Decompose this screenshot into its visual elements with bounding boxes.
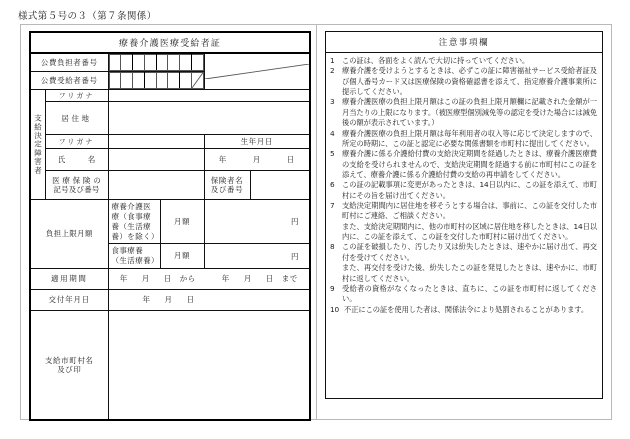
number-cell[interactable] [109,55,121,71]
number-cell-strike [191,73,203,89]
number-grid-burden [109,54,204,71]
certificate-panel [21,25,317,419]
table-row-name [30,149,310,171]
note-text [342,66,597,97]
note-paragraph: 療養介護に係る介護給付費の支給決定期間を経過したときは、療養介護医療費の支給を受けられませんので、支給決定期間を経過する前に市町村にこの証を添えて、療養介護に係る介護給付費の支給の再申請をしてください。 [342,149,597,179]
period-label: 適用期間 [30,268,108,289]
number-cell[interactable] [121,55,133,71]
number-cell[interactable] [191,55,203,71]
insurer-name-label-line2: 及び番号 [210,185,244,195]
number-cell[interactable] [180,73,192,89]
note-text [342,180,597,201]
number-cell[interactable] [180,55,192,71]
birthdate-day: 日 [286,155,295,165]
care-medical-monthly-label: 月額 [160,200,204,244]
note-item [330,97,597,128]
table-row-insurance [30,171,310,200]
municipality-label-line2: 及び印 [57,364,82,374]
number-cell[interactable] [156,73,168,89]
municipality-label-line1: 支給市町村名 [44,355,94,365]
number-cell[interactable] [144,55,156,71]
issue-month: 月 [164,295,173,305]
table-row-municipality [30,310,310,420]
note-paragraph: 療養介護を受けようとするときは、必ずこの証に障害福祉サービス受給者証及び個人番号カード又は医療保険の資格確認書を添えて、指定療養介護事業所に提示してください。 [342,66,597,97]
note-paragraph: この証を破損したり、汚したり又は紛失したときは、速やかに届け出て、再交付を受けてください。 [342,242,597,262]
side-label-text: 支給決定障害者 [33,114,43,176]
note-paragraph: 療養介護医療の負担上限月額はこの証の負担上限月額欄に記載された金額が一月当たりの上限になります。（被医療型個別減免等の認定を受けた場合には減免後の額が表示されています。） [342,97,597,128]
notes-body [326,53,602,398]
certificate-title: 療養介護医療受給者証 [30,32,310,53]
period-to-year: 年 [221,274,230,284]
table-row-title [30,32,310,53]
table-row-residence [30,102,310,135]
name-label: 氏 名 [45,149,108,171]
period-from-day: 日 [163,274,172,284]
furigana-label-name: フリガナ [45,135,108,149]
table-row-issue-date [30,289,310,310]
note-text [342,284,597,305]
note-paragraph: この証の記載事項に変更があったときは、14日以内に、この証を添えて、市町村にその旨を届け出てください。 [342,180,597,200]
note-item [330,66,597,97]
issue-day: 日 [186,295,195,305]
municipality-seal-area[interactable] [108,310,310,420]
note-number: 7 [330,201,335,211]
number-grid-recipient [109,72,204,89]
note-text [342,97,597,128]
care-medical-label-line1: 療養介護医療（食事療 [111,202,151,222]
number-cell[interactable] [144,73,156,89]
note-item [330,201,597,242]
note-number: 9 [330,283,335,293]
notes-box [325,31,603,399]
care-medical-amount[interactable] [204,200,310,244]
certificate-sheet [20,24,612,420]
number-cell[interactable] [121,73,133,89]
note-number: 1 [330,56,335,65]
number-cell[interactable] [168,55,180,71]
care-medical-label-line2: 養（生活療養）を除く） [111,221,159,241]
number-cell[interactable] [109,73,121,89]
number-cell[interactable] [168,73,180,89]
note-item [330,56,597,66]
table-row-furigana-name [30,135,310,149]
insurance-symbol-label [45,171,108,200]
furigana-residence-value[interactable] [108,90,310,102]
residence-label: 居住地 [45,102,108,135]
certificate-table [29,31,311,421]
meal-care-monthly-label: 月額 [160,244,204,269]
notes-title: 注意事項欄 [326,32,602,53]
diagonal-strike [205,64,310,79]
period-to-month: 月 [243,274,252,284]
note-paragraph-extra: また、支給決定期間内に、他の市町村の区域に居住地を移したときは、14日以内に、この証を添えて、この証を交付した市町村に届け出てください。 [342,221,597,242]
number-cell[interactable] [133,73,145,89]
meal-care-yen: 円 [291,251,300,261]
note-paragraph: この証は、各面をよく読んで大切に持っていてください。 [342,56,530,65]
furigana-name-value[interactable] [108,135,204,149]
insurer-name-label-line1: 保険者名 [210,176,244,185]
burden-cap-label: 負担上限月額 [30,200,108,269]
period-value[interactable] [108,268,310,289]
public-burden-number-boxes[interactable] [108,53,204,72]
insurer-name-value[interactable] [250,171,310,200]
note-paragraph: 療養介護医療の負担上限月額は毎年利用者の収入等に応じて決定しますので、所定の時期に、この証と認定に必要な関係書類を市町村に提出してください。 [342,128,597,148]
note-number: 4 [330,128,335,138]
side-label-cell [30,90,45,200]
municipality-label [30,310,108,420]
period-from-month: 月 [141,274,150,284]
note-item [330,149,597,180]
note-number: 10 [330,304,340,314]
birthdate-value[interactable] [204,149,310,171]
insurance-symbol-label-line1: 医 療 保 険 の [52,176,101,185]
furigana-label-residence: フリガナ [45,90,108,102]
note-item [330,129,597,150]
public-recipient-number-boxes[interactable] [108,72,204,90]
period-from-year: 年 [119,274,128,284]
note-number: 3 [330,97,335,107]
note-text [342,242,597,283]
number-strikeout-area [204,53,310,90]
public-recipient-number-label: 公費受給者番号 [30,72,108,90]
note-text [344,305,597,315]
note-number: 6 [330,180,335,190]
note-text [342,129,597,150]
note-paragraph: 支給決定期間内に居住地を移そうとする場合は、事前に、この証を交付した市町村にご連絡、ご相談ください。 [342,201,597,221]
notes-panel [317,25,611,419]
table-row-furigana-residence [30,90,310,102]
note-text [342,201,597,242]
note-number: 5 [330,149,335,159]
note-text [342,56,597,66]
form-number-caption: 様式第５号の３（第７条関係） [18,11,157,22]
note-item [330,242,597,283]
birthdate-label: 生年月日 [204,135,310,149]
diagonal-strike-small [192,73,203,88]
meal-care-amount[interactable] [204,244,310,269]
table-row-period [30,268,310,289]
note-paragraph-extra: また、再交付を受けた後、紛失したこの証を発見したときは、速やかに、市町村に返してください。 [342,263,597,283]
period-from-suffix: から [179,274,196,284]
note-number: 8 [330,242,335,252]
note-item [330,284,597,305]
table-row-public-burden-number [30,53,310,72]
note-number: 2 [330,66,335,76]
issue-date-label: 交付年月日 [30,289,108,310]
note-item [330,180,597,201]
meal-care-label: 食事療養（生活療養） [108,244,160,269]
table-row-burden-cap-care [30,200,310,244]
insurance-symbol-label-line2: 記号及び番号 [53,185,100,195]
note-item [330,305,597,315]
residence-value[interactable] [108,102,310,135]
birthdate-month: 月 [252,155,261,165]
period-to-day: 日 [265,274,274,284]
public-burden-number-label: 公費負担者番号 [30,53,108,72]
number-cell[interactable] [133,55,145,71]
birthdate-year: 年 [218,155,227,165]
issue-date-value[interactable] [108,289,310,310]
insurance-symbol-value[interactable] [108,171,204,200]
issue-year: 年 [142,295,151,305]
period-to-suffix: まで [281,274,298,284]
number-cell[interactable] [156,55,168,71]
note-paragraph: 受給者の資格がなくなったときは、直ちに、この証を市町村に返してください。 [342,283,597,304]
name-value[interactable] [108,149,204,171]
note-text [342,149,597,180]
insurer-name-label [204,171,250,200]
care-medical-label [108,200,160,244]
note-paragraph: 不正にこの証を使用した者は、関係法令により処罰されることがあります。 [344,304,589,314]
care-medical-yen: 円 [291,217,300,227]
